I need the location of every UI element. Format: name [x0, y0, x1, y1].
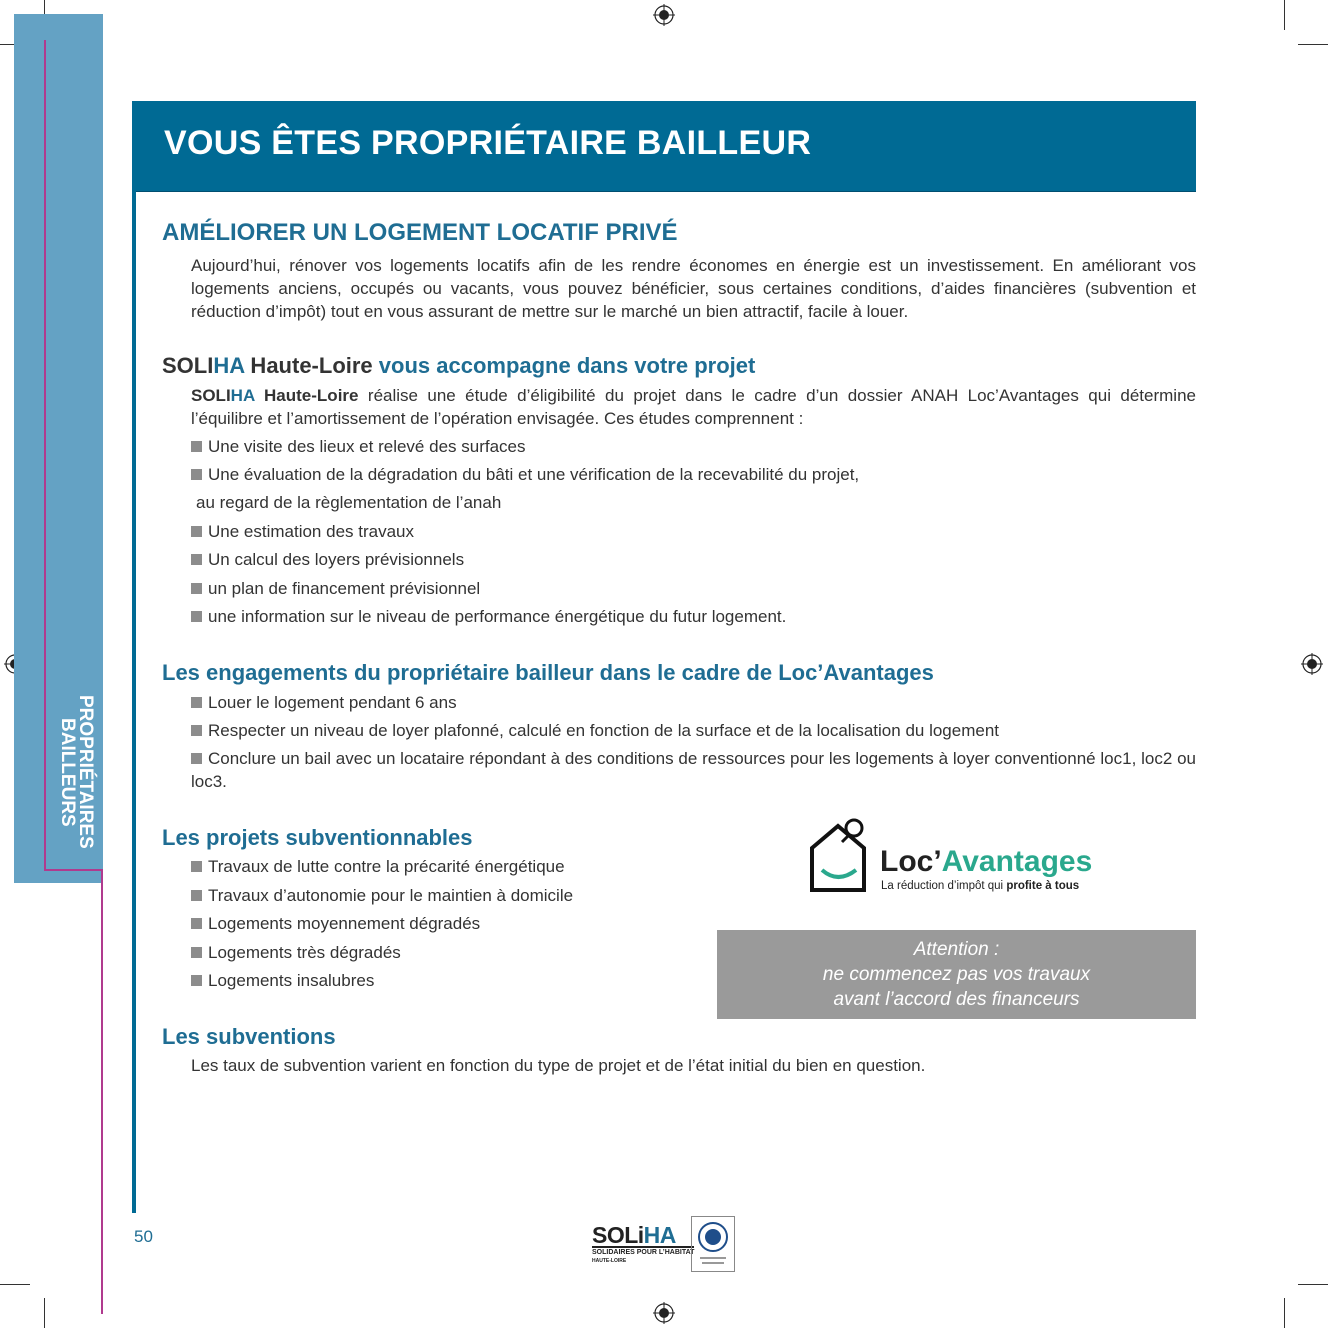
loc-avantages-logo-name: Loc’Avantages — [880, 845, 1093, 878]
crop-mark — [1298, 44, 1328, 45]
crop-mark — [1284, 0, 1285, 30]
brand-ha: HA — [213, 353, 245, 378]
page-number: 50 — [134, 1227, 153, 1246]
brand-soli: SOLI — [162, 353, 214, 378]
list-item: Une estimation des travaux — [191, 520, 414, 543]
loc-avantages-house-icon — [808, 812, 872, 894]
loc-avantages-tagline: La réduction d’impôt qui profite à tous — [881, 880, 1080, 892]
registration-mark-icon — [653, 1302, 675, 1324]
crop-mark — [44, 1298, 45, 1328]
brand-haute-loire: Haute-Loire — [244, 353, 379, 378]
list-item: une information sur le niveau de performance énergétique du futur logement. — [191, 605, 786, 628]
list-item: Une visite des lieux et relevé des surfaces — [191, 435, 526, 458]
square-bullet-icon — [191, 611, 202, 622]
attention-line1: Attention : — [913, 939, 1000, 960]
crop-mark — [0, 1284, 30, 1285]
square-bullet-icon — [191, 918, 202, 929]
certification-seal-icon — [692, 1217, 734, 1271]
square-bullet-icon — [191, 526, 202, 537]
square-bullet-icon — [191, 947, 202, 958]
square-bullet-icon — [191, 861, 202, 872]
section-text-subventions: Les taux de subvention varient en fonction du type de projet et de l’état initial du bien en question. — [191, 1056, 926, 1075]
list-item: Respecter un niveau de loyer plafonné, calculé en fonction de la surface et de la localisation du logement — [191, 719, 999, 742]
list-item: Louer le logement pendant 6 ans — [191, 691, 457, 714]
brand-haute-loire: Haute-Loire — [254, 386, 359, 405]
side-tab-label-line2: BAILLEURS — [57, 717, 78, 827]
square-bullet-icon — [191, 725, 202, 736]
square-bullet-icon — [191, 975, 202, 986]
side-tab-label — [58, 695, 94, 849]
side-accent-line — [44, 869, 103, 871]
square-bullet-icon — [191, 469, 202, 480]
square-bullet-icon — [191, 441, 202, 452]
square-bullet-icon — [191, 554, 202, 565]
square-bullet-icon — [191, 890, 202, 901]
intro-text: réalise une étude d’éligibilité du projet dans le cadre d’un dossier ANAH Loc’Avantages qui détermine l’équilibre et l’amortissement de l’opération envisagée. Ces études comprennent : — [191, 386, 1196, 428]
attention-line3: avant l’accord des financeurs — [833, 989, 1080, 1010]
page-title: VOUS ÊTES PROPRIÉTAIRE BAILLEUR — [164, 124, 812, 162]
soliha-logo: SOLiHA SOLIDAIRES POUR L’HABITAT HAUTE-LOIRE — [592, 1222, 695, 1264]
attention-box — [717, 930, 1196, 1019]
registration-mark-icon — [653, 4, 675, 26]
crop-mark — [1284, 1298, 1285, 1328]
attention-line2: ne commencez pas vos travaux — [822, 964, 1091, 985]
certification-seal — [691, 1216, 735, 1272]
section-title-accompagne — [162, 353, 755, 379]
section-title-ameliorer: AMÉLIORER UN LOGEMENT LOCATIF PRIVÉ — [162, 219, 678, 246]
section-text-etude — [191, 384, 1196, 430]
list-item: Logements très dégradés — [191, 941, 401, 964]
list-item: un plan de financement prévisionnel — [191, 577, 480, 600]
list-item: Travaux de lutte contre la précarité énergétique — [191, 855, 565, 878]
section-title-subventions: Les subventions — [162, 1024, 336, 1049]
square-bullet-icon — [191, 583, 202, 594]
list-item: Une évaluation de la dégradation du bâti et une vérification de la recevabilité du projet, — [191, 463, 859, 486]
section-title-rest: vous accompagne dans votre projet — [378, 353, 756, 378]
square-bullet-icon — [191, 697, 202, 708]
side-accent-line — [101, 869, 103, 1314]
list-item: Un calcul des loyers prévisionnels — [191, 548, 464, 571]
square-bullet-icon — [191, 753, 202, 764]
section-title-engagements: Les engagements du propriétaire bailleur dans le cadre de Loc’Avantages — [162, 660, 934, 685]
registration-mark-icon — [1301, 653, 1323, 675]
list-item: Travaux d’autonomie pour le maintien à domicile — [191, 884, 573, 907]
list-item: Logements insalubres — [191, 969, 374, 992]
side-accent-line — [44, 40, 46, 870]
crop-mark — [1298, 1284, 1328, 1285]
list-item: Logements moyennement dégradés — [191, 912, 480, 935]
content-left-rule — [132, 191, 136, 1213]
list-item-continuation: au regard de la règlementation de l’anah — [196, 493, 502, 512]
brand-soli: SOLI — [191, 386, 231, 405]
section-title-projets: Les projets subventionnables — [162, 825, 473, 850]
list-item: Conclure un bail avec un locataire répondant à des conditions de ressources pour les logements à loyer conventionné loc1, loc2 ou loc3. — [191, 749, 1196, 791]
brand-ha: HA — [230, 386, 255, 405]
side-tab-label-line1: PROPRIÉTAIRES — [75, 695, 96, 849]
section-text-ameliorer: Aujourd’hui, rénover vos logements locatifs afin de les rendre économes en énergie est un investissement. En améliorant vos logements anciens, occupés ou vacants, vous pouvez bénéficier, sous certaines conditions, d’aides financières (subvention et réduction d’impôt) tout en vous assurant de mettre sur le marché un bien attractif, facile à louer. — [191, 256, 1196, 321]
